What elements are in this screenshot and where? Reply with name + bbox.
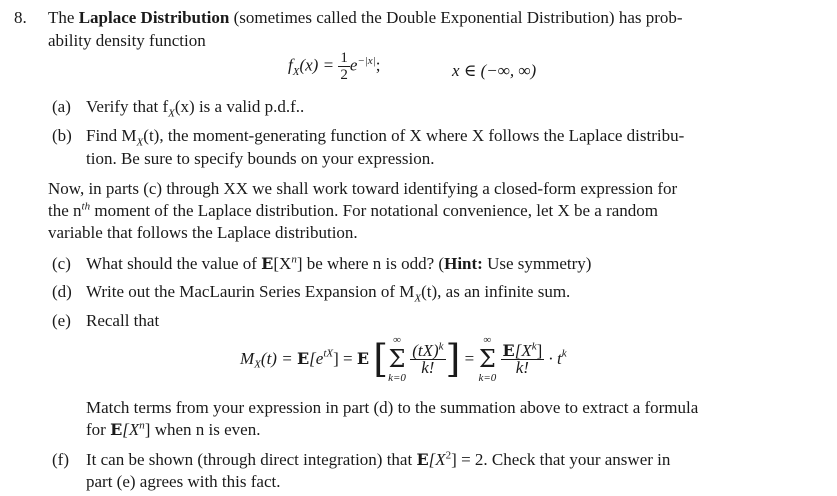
part-e-label: (e): [52, 311, 71, 330]
frac2-num-post: ]: [536, 340, 543, 360]
sum-1-top: ∞: [393, 334, 401, 346]
part-a-text: [86, 96, 304, 118]
e-cont-sup: n: [139, 419, 145, 432]
pdf-domain: x ∈ (−∞, ∞): [452, 61, 537, 80]
para2-pre: the n: [48, 201, 82, 220]
frac2-E: E: [502, 340, 515, 360]
part-f-line2: part (e) agrees with this fact.: [86, 472, 281, 491]
mgf-equals: =: [464, 349, 475, 368]
sum-1-bottom: k=0: [388, 372, 406, 384]
mgf-frac1-den: k!: [421, 357, 435, 377]
sum-1-sigma: Σ: [388, 345, 406, 373]
left-big-bracket: [: [373, 337, 389, 381]
mgf-dot-t: · t: [548, 349, 562, 368]
pdf-lhs-sub: X: [292, 65, 300, 78]
intro-post: (sometimes called the Double Exponential Distribution) has prob-: [229, 8, 683, 27]
part-d-text: [86, 281, 570, 303]
mgf-E1: E: [296, 349, 310, 368]
part-a-label: (a): [52, 97, 71, 116]
pdf-fraction: [338, 50, 350, 83]
mgf-dot-t-sup: k: [561, 347, 567, 360]
part-b-pre: Find M: [86, 126, 137, 145]
problem-intro-line1: [48, 7, 683, 29]
frac1-num-sup: k: [438, 339, 444, 352]
f-mid: [X: [428, 450, 446, 469]
f-E: E: [416, 450, 429, 469]
part-f-line1: [86, 449, 670, 471]
mgf-e-bracket: [e: [309, 349, 324, 368]
pdf-lhs: f: [288, 55, 293, 75]
mgf-lhs: M: [240, 349, 255, 368]
f-sup: 2: [445, 449, 452, 462]
sum-2-sigma: Σ: [478, 345, 496, 373]
frac1-num-text: (tX): [412, 340, 439, 360]
f-pre: It can be shown (through direct integration) that: [86, 450, 417, 469]
part-a-pre: Verify that f: [86, 97, 169, 116]
part-b-sub: X: [136, 136, 144, 149]
pdf-exp-base: e: [349, 55, 358, 75]
para2-sup: th: [81, 200, 91, 213]
frac2-num-sup: k: [531, 339, 537, 352]
mgf-formula: [240, 333, 567, 385]
mgf-frac2: [501, 339, 545, 377]
mgf-frac1: [410, 339, 445, 377]
part-f-label: (f): [52, 450, 69, 469]
pdf-semicolon: ;: [375, 55, 381, 75]
e-cont-E: E: [110, 420, 123, 439]
pdf-lhs-arg: (x) =: [299, 55, 335, 75]
part-a-tail: (x) is a valid p.d.f..: [174, 97, 305, 116]
part-c-pre: What should the value of: [86, 254, 262, 273]
mgf-frac1-num: [410, 339, 445, 360]
part-c-sup: n: [291, 253, 297, 266]
part-e-text: Recall that: [86, 311, 160, 330]
part-b-line1: [86, 125, 684, 147]
right-big-bracket: ]: [445, 337, 461, 381]
problem-number: 8.: [14, 8, 27, 27]
e-cont-mid: [X: [122, 420, 140, 439]
part-c-post: ] be where n is odd? (: [296, 254, 445, 273]
mgf-E2: E: [356, 349, 370, 368]
part-d-sub: X: [414, 292, 422, 305]
part-d-post: (t), as an infinite sum.: [421, 282, 571, 301]
sum-2-bottom: k=0: [478, 372, 497, 384]
part-c-text: [86, 253, 591, 275]
para2-post: moment of the Laplace distribution. For notational convenience, let X be a random: [90, 201, 659, 220]
part-a-sub: X: [168, 107, 175, 120]
part-b-label: (b): [52, 126, 72, 145]
part-c-end: Use symmetry): [482, 254, 592, 273]
mgf-e-sup: tX: [323, 347, 334, 360]
part-c-hint: Hint:: [444, 254, 483, 273]
part-d-pre: Write out the MacLaurin Series Expansion of M: [86, 282, 415, 301]
e-cont-pre: for: [86, 420, 111, 439]
part-d-label: (d): [52, 282, 72, 301]
sum-1: [388, 333, 406, 385]
pdf-frac-den: 2: [340, 67, 348, 83]
part-e-cont-line1: Match terms from your expression in part (d) to the summation above to extract a formula: [86, 398, 699, 417]
mgf-frac2-den: k!: [515, 357, 529, 377]
pdf-formula: [288, 50, 380, 83]
intro-pre: The: [48, 8, 79, 27]
pdf-exp-power: −|x|: [357, 54, 376, 67]
mgf-frac2-num: [501, 339, 545, 360]
frac2-num-pre: [X: [514, 340, 532, 360]
part-c-label: (c): [52, 254, 71, 273]
problem-intro-line2: ability density function: [48, 31, 206, 50]
part-e-cont-line2: [86, 419, 260, 441]
paragraph-line1: Now, in parts (c) through XX we shall work toward identifying a closed-form expression for: [48, 179, 678, 198]
pdf-frac-num: 1: [340, 50, 348, 66]
part-c-mid: [X: [273, 254, 292, 273]
part-b-post: (t), the moment-generating function of X where X follows the Laplace distribu-: [143, 126, 685, 145]
paragraph-line3: variable that follows the Laplace distribution.: [48, 223, 358, 242]
paragraph-line2: [48, 200, 658, 222]
mgf-lhs-arg: (t) =: [260, 349, 293, 368]
mgf-lhs-sub: X: [254, 358, 261, 371]
mgf-e-close: ] =: [333, 349, 353, 368]
part-b-line2: tion. Be sure to specify bounds on your expression.: [86, 149, 435, 168]
intro-bold-term: Laplace Distribution: [78, 8, 230, 27]
sum-2: [478, 333, 496, 385]
e-cont-post: ] when n is even.: [144, 420, 261, 439]
part-c-E: E: [261, 254, 274, 273]
f-post: ] = 2. Check that your answer in: [451, 450, 671, 469]
sum-2-top: ∞: [483, 334, 492, 346]
